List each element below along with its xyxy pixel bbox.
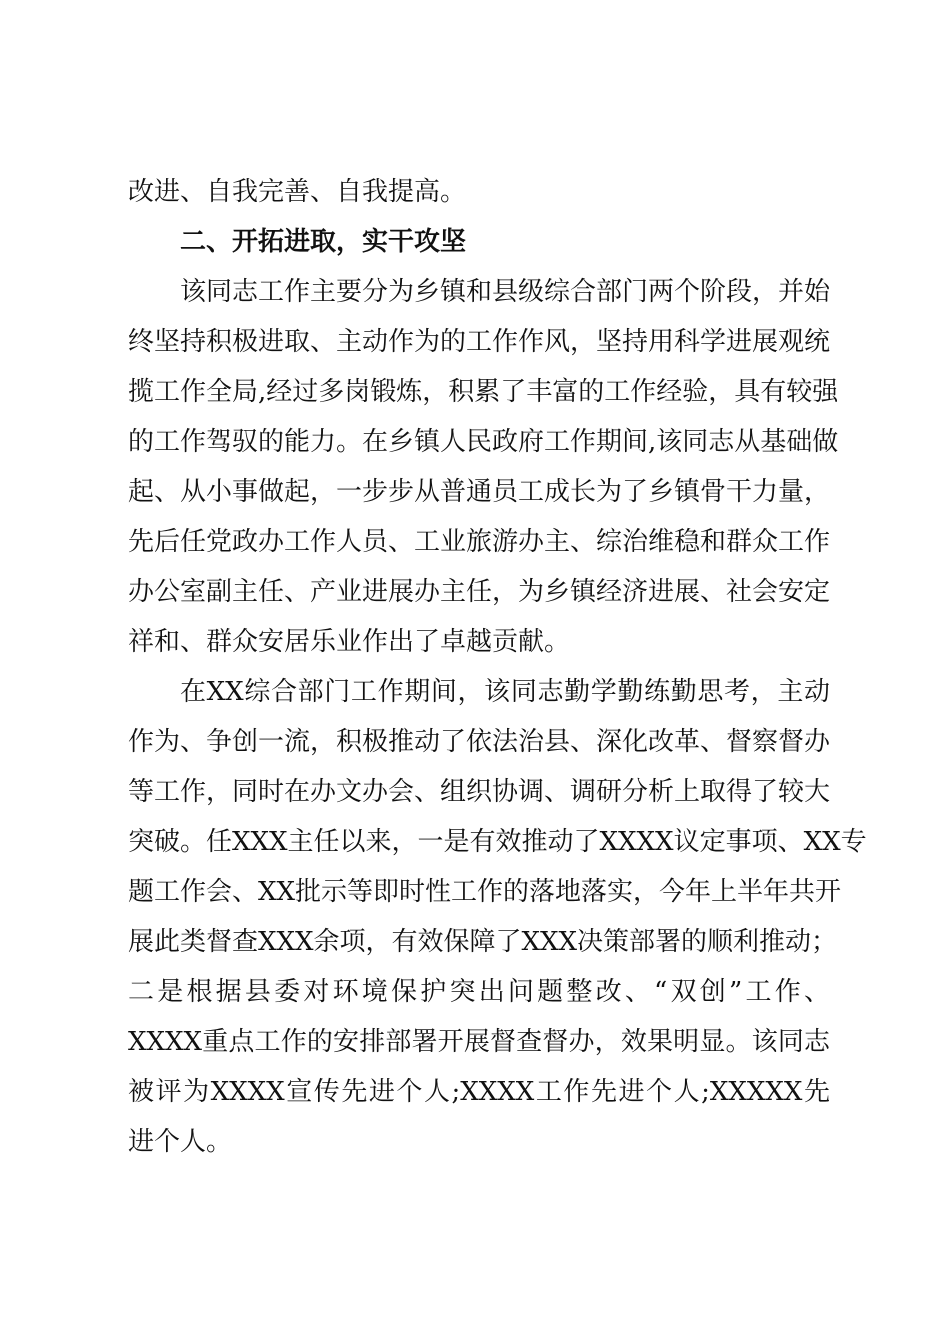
- paragraph-line: 的工作驾驭的能力。在乡镇人民政府工作期间,该同志从基础做: [128, 427, 839, 457]
- paragraph-line: 进个人。: [128, 1127, 233, 1157]
- paragraph-line: 办公室副主任、产业进展办主任，为乡镇经济进展、社会安定: [128, 577, 831, 607]
- paragraph-line: 祥和、群众安居乐业作出了卓越贡献。: [128, 627, 571, 657]
- paragraph-line: 在XX综合部门工作期间，该同志勤学勤练勤思考，主动: [180, 677, 830, 707]
- paragraph-line: 二是根据县委对环境保护突出问题整改、“双创”工作、: [128, 977, 830, 1007]
- section-heading: 二、开拓进取，实干攻坚: [180, 227, 467, 257]
- paragraph-line: 起、从小事做起，一步步从普通员工成长为了乡镇骨干力量，: [128, 477, 831, 507]
- paragraph-line: 改进、自我完善、自我提高。: [128, 177, 467, 207]
- paragraph-line: 该同志工作主要分为乡镇和县级综合部门两个阶段，并始: [180, 277, 831, 307]
- paragraph-line: 作为、争创一流，积极推动了依法治县、深化改革、督察督办: [128, 727, 831, 757]
- paragraph-line: 先后任党政办工作人员、工业旅游办主、综治维稳和群众工作: [128, 527, 831, 557]
- paragraph-line: 终坚持积极进取、主动作为的工作作风，坚持用科学进展观统: [128, 327, 831, 357]
- paragraph-line: 被评为XXXX宣传先进个人;XXXX工作先进个人;XXXXX先: [128, 1077, 830, 1107]
- paragraph-line: 等工作，同时在办文办会、组织协调、调研分析上取得了较大: [128, 777, 831, 807]
- paragraph-line: 突破。任XXX主任以来，一是有效推动了XXXX议定事项、XX专: [128, 827, 867, 857]
- paragraph-line: 题工作会、XX批示等即时性工作的落地落实，今年上半年共开: [128, 877, 842, 907]
- paragraph-line: 揽工作全局,经过多岗锻炼，积累了丰富的工作经验，具有较强: [128, 377, 839, 407]
- paragraph-line: 展此类督查XXX余项，有效保障了XXX决策部署的顺利推动；: [128, 927, 838, 957]
- paragraph-line: XXXX重点工作的安排部署开展督查督办，效果明显。该同志: [128, 1027, 830, 1057]
